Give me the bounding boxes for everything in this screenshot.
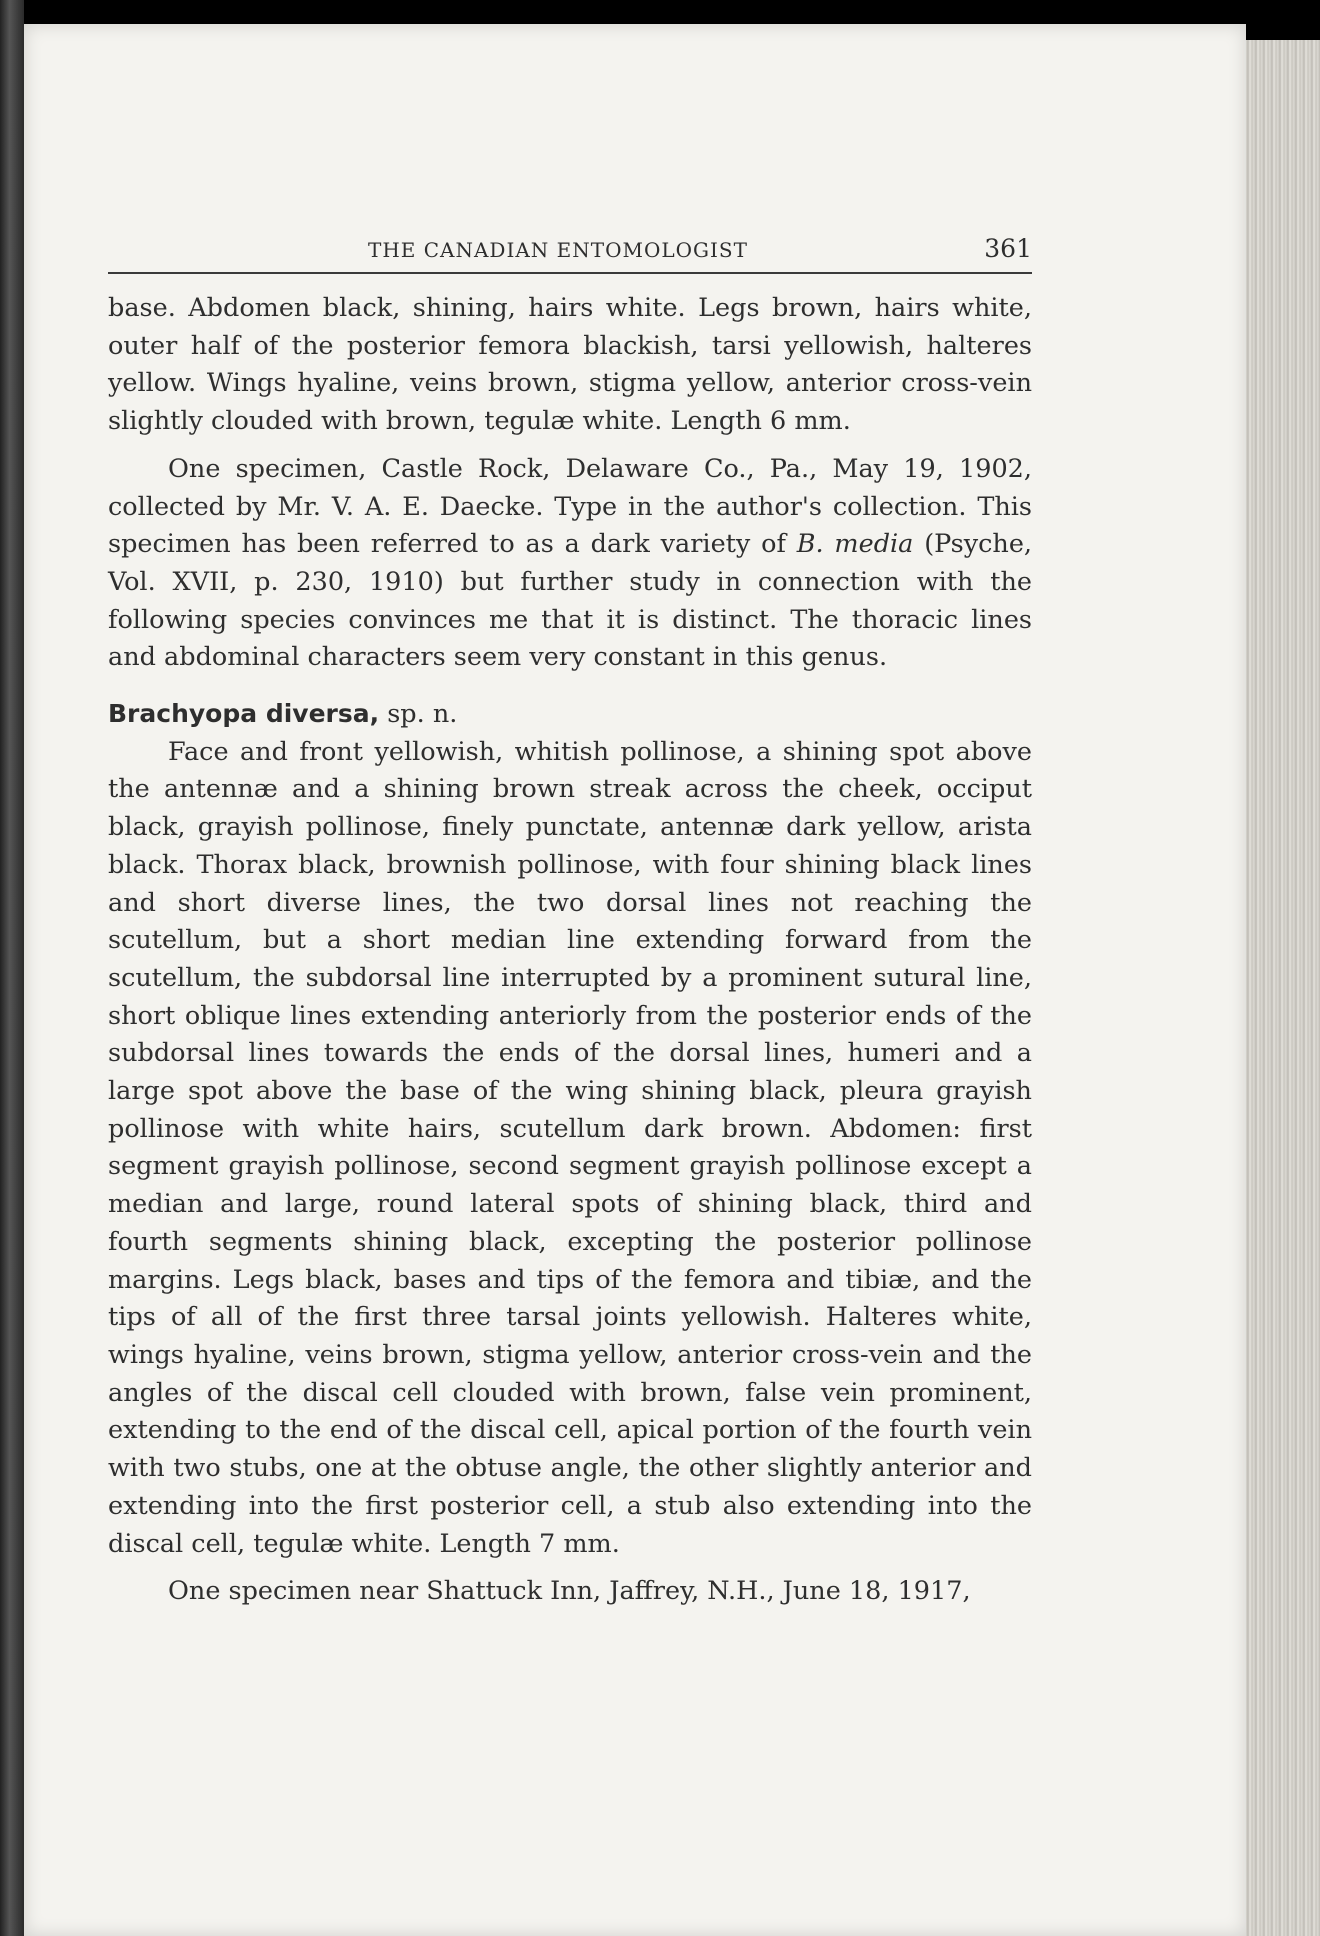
book-spine-left	[0, 0, 24, 1936]
running-title: THE CANADIAN ENTOMOLOGIST	[368, 238, 748, 262]
paragraph-specimen-shattuck: One specimen near Shattuck Inn, Jaffrey, N.H., June 18, 1917,	[168, 1576, 971, 1607]
page-stack-edge	[1246, 40, 1320, 1936]
page-number: 361	[984, 234, 1032, 263]
species-heading	[108, 695, 1032, 734]
species-reference-italic: B. media	[796, 529, 914, 560]
paragraph-continued: base. Abdomen black, shining, hairs white. Legs brown, hairs white, outer half of the posterior femora blackish, tarsi yellowish, halteres yellow. Wings hyaline, veins brown, stigma yellow, anterior cross-vein slightly clouded with brown, tegulæ white. Length 6 mm.	[108, 293, 1032, 437]
running-header	[108, 232, 1032, 274]
paragraph-text: (Psyche, Vol. XVII, p. 230, 1910) but further study in connection with the following species convinces me that it is distinct. The thoracic lines and abdominal characters seem very constant in this genus.	[108, 529, 1033, 673]
body-text	[108, 290, 1032, 1611]
species-suffix: sp. n.	[379, 699, 458, 730]
paragraph-description: Face and front yellowish, whitish pollinose, a shining spot above the antennæ and a shining brown streak across the cheek, occiput black, grayish pollinose, finely punctate, antennæ dark yellow, arista black. Thorax black, brownish pollinose, with four shining black lines and short diverse lines, the two dorsal lines not reaching the scutellum, but a short median line extending forward from the scutellum, the subdorsal line interrupted by a prominent sutural line, short oblique lines extending anteriorly from the posterior ends of the subdorsal lines towards the ends of the dorsal lines, humeri and a large spot above the base of the wing shining black, pleura grayish pollinose with white hairs, scutellum dark brown. Abdomen: first segment grayish pollinose, second segment grayish pollinose except a median and large, round lateral spots of shining black, third and fourth segments shining black, excepting the posterior pollinose margins. Legs black, bases and tips of the femora and tibiæ, and the tips of all of the first three tarsal joints yellowish. Halteres white, wings hyaline, veins brown, stigma yellow, anterior cross-vein and the angles of the discal cell clouded with brown, false vein prominent, extending to the end of the discal cell, apical portion of the fourth vein with two stubs, one at the obtuse angle, the other slightly anterior and extending into the first posterior cell, a stub also extending into the discal cell, tegulæ white. Length 7 mm.	[108, 736, 1032, 1559]
paragraph-text: One specimen, Castle Rock, Delaware Co., Pa., May 19, 1902, collected by Mr. V. A. E. Daecke. Type in the author's collection. This specimen has been referred to as a dark variety of	[108, 453, 1032, 560]
paragraph-specimen-castle-rock	[108, 451, 1032, 677]
page-content	[108, 232, 1032, 1611]
species-name: Brachyopa diversa,	[108, 699, 380, 729]
